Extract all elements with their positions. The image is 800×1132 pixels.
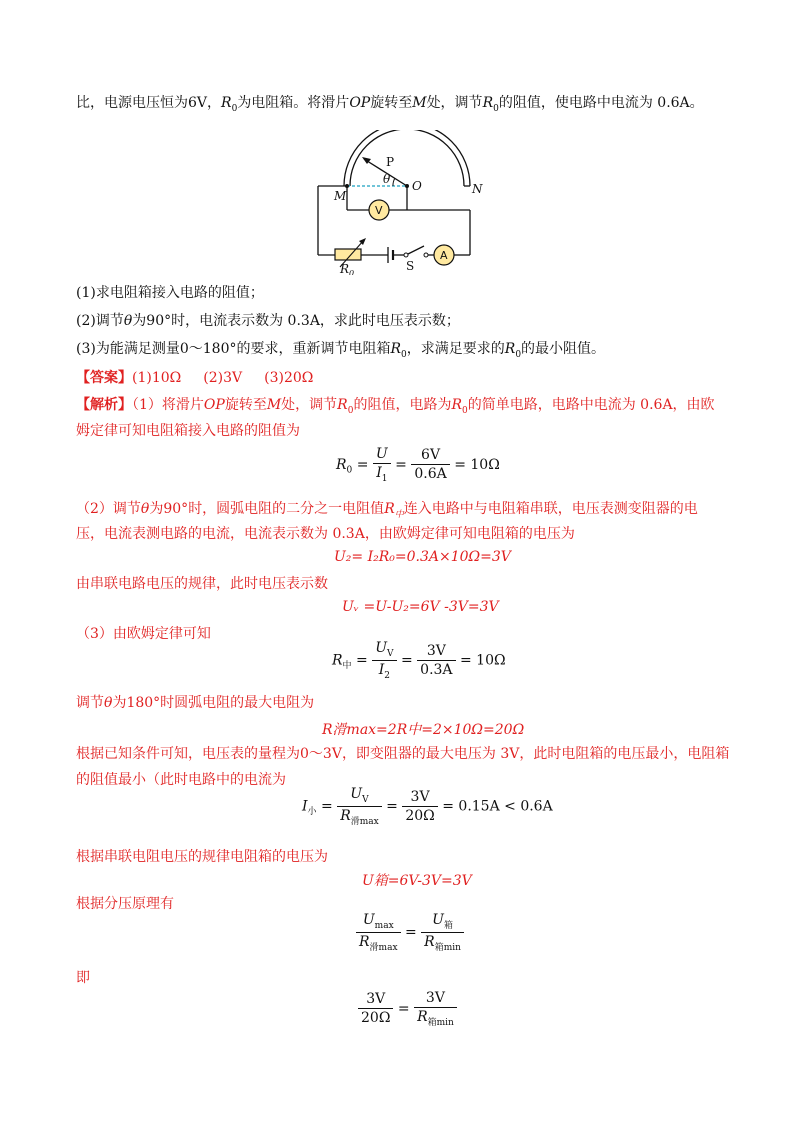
analysis-text: 为 (149, 501, 164, 517)
r0-symbol: R (504, 341, 516, 357)
eq-result: = 0.15A < 0.6A (442, 798, 553, 815)
analysis-p3: 由串联电路电压的规律，此时电压表示数 (76, 576, 328, 592)
analysis-text: 调节 (76, 695, 104, 711)
fraction-uv-rmax (337, 786, 382, 827)
q2-text: 为 (132, 313, 147, 329)
answer-1: (1)10Ω (132, 370, 182, 386)
analysis-text: 为 (112, 695, 127, 711)
denominator: R (359, 933, 370, 950)
numerator: 3V (417, 643, 455, 661)
analysis-p1-line2: 姆定律可知电阻箱接入电路的阻值为 (76, 423, 300, 439)
equation-6: $I_小$ = $\frac{U_V}{R_{滑max}}$ = $\frac{3V}{20\Omega}$ = 0.15A < 0.6A (302, 786, 553, 827)
eq-subscript: 0 (346, 465, 353, 476)
analysis-text: 的阻值，电路为 (353, 397, 452, 413)
m-symbol: M (266, 397, 282, 413)
eq-symbol: R (336, 456, 347, 473)
denominator: 0.3A (420, 661, 453, 678)
denominator: R (340, 807, 351, 824)
r0-subscript: 0 (462, 405, 468, 416)
label-o: O (412, 179, 422, 193)
eq-subscript: 箱min (434, 942, 461, 953)
fraction-uv-i2 (372, 640, 396, 681)
denominator: 20Ω (361, 1010, 391, 1027)
label-m: M (334, 189, 347, 203)
r0-subscript: 0 (231, 103, 238, 114)
answer-line (76, 367, 313, 387)
r0-symbol: R (390, 341, 402, 357)
question-1: (1)求电阻箱接入电路的阻值； (76, 285, 264, 301)
label-r0: $R_0$ (340, 262, 355, 275)
equation-9: $\frac{3V}{20\Omega}$ = $\frac{3V}{R_{箱min}}$ (358, 990, 457, 1028)
fraction-3v-20ohm (402, 789, 437, 824)
r0-subscript: 0 (515, 349, 522, 360)
m-symbol: M (412, 95, 427, 111)
denominator: R (417, 1009, 428, 1025)
analysis-text: 时，圆弧电阻的二分之一电阻值 (188, 501, 385, 517)
voltage-value: 6V (188, 95, 208, 111)
switch-blade (408, 246, 424, 254)
q2-text: (2)调节 (76, 313, 124, 329)
denominator: 0.6A (414, 466, 447, 483)
intro-text: 的阻值，使电路中电流为 0.6A。 (498, 95, 704, 111)
fraction-3v-03a (417, 643, 455, 678)
angle-value: 90° (163, 501, 189, 517)
analysis-text: ，即变阻器的最大电压为 3V，此时电阻箱的电压最小，电阻箱 (341, 746, 730, 762)
eq-subscript: 中 (342, 661, 352, 672)
analysis-p9: 即 (76, 970, 90, 986)
theta-arc (393, 178, 395, 186)
angle-value: 180° (126, 695, 161, 711)
theta-symbol: θ (140, 501, 150, 517)
fraction-3v-20ohm-b (358, 991, 393, 1026)
intro-text: 为电阻箱。将滑片 (237, 95, 350, 111)
r0-symbol: R (482, 95, 494, 111)
analysis-text: （1）将滑片 (132, 397, 204, 413)
equation-5: R滑max=2R中=2×10Ω=20Ω (322, 722, 525, 738)
eq-subscript: 滑max (369, 942, 398, 953)
numerator: U (432, 912, 444, 928)
answer-3: (3)20Ω (264, 370, 314, 386)
q3-text: ，求满足要求的 (406, 341, 505, 357)
analysis-text: 旋转至 (224, 397, 267, 413)
equation-2: U₂= I₂R₀=0.3A×10Ω=3V (334, 549, 511, 565)
eq-subscript: 滑max (350, 816, 379, 827)
eq-subscript: V (362, 794, 369, 805)
answer-label: 【答案】 (76, 370, 132, 386)
analysis-p6 (76, 743, 729, 763)
r-symbol: R (384, 501, 395, 517)
numerator: 3V (414, 990, 457, 1008)
angle-value: 90° (146, 313, 172, 329)
label-a: A (440, 249, 448, 262)
answer-2: (2)3V (203, 370, 243, 386)
eq-subscript: 1 (381, 473, 388, 484)
fraction-u-i1 (373, 446, 391, 484)
analysis-text: 时圆弧电阻的最大电阻为 (160, 695, 315, 711)
equation-8: $\frac{U_{max}}{R_{滑max}}$ = $\frac{U_箱}{R_{箱min}}$ (356, 912, 464, 953)
label-n: N (472, 182, 483, 196)
question-3 (76, 338, 605, 360)
numerator: 6V (411, 447, 449, 465)
fraction-ubox-rmin (421, 912, 464, 953)
numerator: U (375, 640, 388, 656)
r0-symbol: R (337, 397, 348, 413)
angle-range: 0～180° (179, 341, 237, 357)
denominator: 20Ω (405, 807, 435, 824)
numerator: 3V (402, 789, 437, 807)
eq-result: = 10Ω (454, 456, 500, 473)
question-2 (76, 310, 460, 330)
label-theta: θ (383, 172, 391, 186)
r-subscript: 中 (394, 509, 404, 520)
switch-node-1 (404, 253, 408, 257)
intro-text: 处，调节 (426, 95, 483, 111)
denominator: I (376, 465, 382, 481)
circuit-diagram (300, 130, 500, 275)
analysis-p7: 根据串联电阻电压的规律电阻箱的电压为 (76, 849, 328, 865)
arc-resistor-inner (350, 130, 464, 186)
analysis-p1 (76, 394, 715, 416)
intro-text: 旋转至 (370, 95, 413, 111)
r0-symbol: R (451, 397, 462, 413)
equation-3: Uᵥ =U-U₂=6V -3V=3V (342, 599, 499, 615)
eq-subscript: 箱min (427, 1017, 454, 1028)
analysis-p2 (76, 498, 698, 520)
eq-subscript: max (374, 920, 394, 931)
theta-symbol: θ (123, 313, 133, 329)
analysis-p6-line2: 的阻值最小（此时电路中的电流为 (76, 772, 286, 788)
r0-subscript: 0 (347, 405, 354, 416)
equation-4: $R_中$ = $\frac{U_V}{I_2}$ = $\frac{3V}{0.3A}$ = 10Ω (332, 640, 506, 681)
analysis-text: 的简单电路，电路中电流为 0.6A，由欧 (467, 397, 715, 413)
fraction-3v-rmin (414, 990, 457, 1028)
intro-line (76, 92, 704, 114)
numerator: U (350, 786, 363, 802)
intro-text: 比，电源电压恒为 (76, 95, 188, 111)
r0-subscript: 0 (493, 103, 499, 114)
r0-symbol: R (221, 95, 232, 111)
q3-text: 的要求，重新调节电阻箱 (236, 341, 391, 357)
equation-1: $R_0$ = $\frac{U}{I_1}$ = $\frac{6V}{0.6A}$ = 10Ω (336, 446, 500, 484)
range-value: 0～3V (300, 746, 342, 762)
op-symbol: OP (203, 397, 225, 413)
equation-7: U箱=6V-3V=3V (362, 873, 472, 889)
op-symbol: OP (349, 95, 371, 111)
eq-subscript: 箱 (443, 920, 453, 931)
fraction-6v-06a (411, 447, 449, 482)
numerator: 3V (358, 991, 393, 1009)
numerator: U (373, 446, 391, 464)
analysis-p2-line2: 压，电流表测电路的电流，电流表示数为 0.3A，由欧姆定律可知电阻箱的电压为 (76, 526, 575, 542)
fraction-umax-rmax (356, 912, 401, 953)
label-v: V (375, 204, 383, 217)
analysis-text: （2）调节 (76, 501, 141, 517)
eq-subscript: V (387, 648, 394, 659)
eq-subscript: 2 (384, 670, 390, 681)
eq-subscript: 小 (307, 807, 317, 818)
switch-node-2 (424, 253, 428, 257)
q2-text: 时，电流表示数为 0.3A，求此时电压表示数； (171, 313, 460, 329)
numerator: U (362, 912, 375, 928)
analysis-p8: 根据分压原理有 (76, 896, 174, 912)
label-s: S (406, 259, 415, 273)
eq-result: = 10Ω (459, 652, 506, 669)
denominator: R (424, 933, 435, 950)
q3-text: (3)为能满足测量 (76, 341, 180, 357)
denominator: I (378, 661, 385, 678)
analysis-text: 根据已知条件可知，电压表的量程为 (76, 746, 300, 762)
analysis-label: 【解析】 (76, 397, 132, 413)
intro-text: ， (207, 95, 222, 111)
analysis-p4: （3）由欧姆定律可知 (76, 626, 211, 642)
analysis-p5 (76, 692, 314, 712)
eq-symbol: I (302, 798, 308, 815)
q3-text: 的最小阻值。 (521, 341, 606, 357)
theta-symbol: θ (104, 695, 113, 711)
analysis-text: 处，调节 (281, 397, 338, 413)
eq-symbol: R (332, 652, 343, 669)
label-p: P (386, 155, 395, 169)
r0-subscript: 0 (401, 349, 407, 360)
analysis-text: 连入电路中与电阻箱串联，电压表测变阻器的电 (403, 501, 698, 517)
